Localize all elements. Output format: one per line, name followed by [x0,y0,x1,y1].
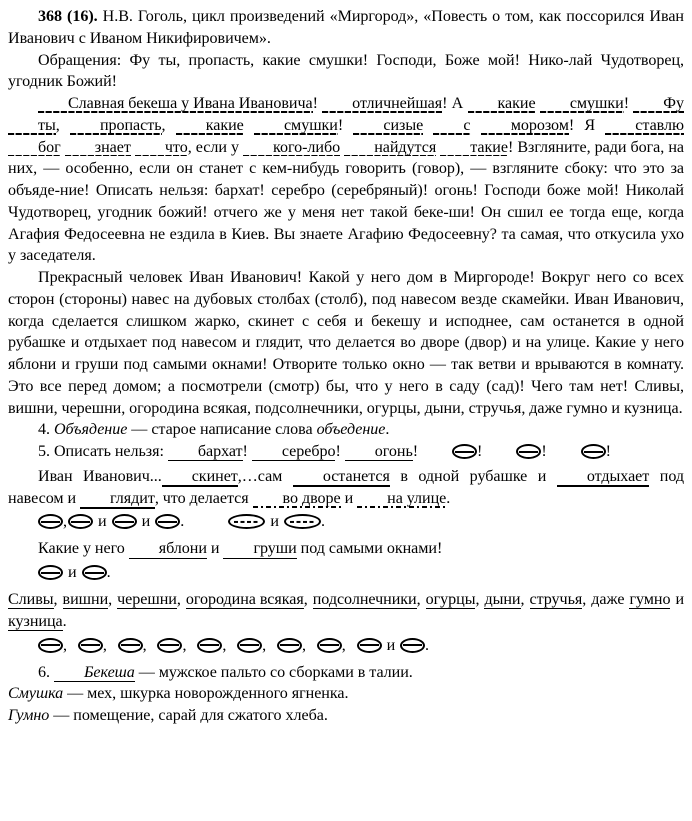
underlined-phrase: смушки [254,118,338,135]
plain-text: ! [312,95,323,112]
scheme-oval-solid-icon [422,444,477,466]
plain-text: ! [242,443,252,460]
underlined-word: Сливы [8,591,54,608]
item-4-end: . [385,421,390,439]
underlined-phrase: бог [8,140,61,157]
underlined-word: вишни [62,591,109,608]
underlined-word: подсолнечники [312,591,417,608]
glossary-term: Бекеша [54,665,135,682]
predicate-word: отдыхает [557,469,649,487]
item-4-text: — старое написание слова [127,421,317,439]
underlined-word: огурцы [425,591,476,608]
underlined-word: черешни [117,591,177,608]
scheme-period: . [180,513,185,531]
plain-text: ! [335,443,345,460]
plain-text [244,117,254,134]
item-4-term-2: объедение [316,421,386,439]
analysis-2-sentence [8,538,684,560]
plain-text: ! [412,443,423,460]
scheme-comma: , [262,636,266,654]
scheme-comma: , [142,636,147,654]
plain-text: ! Взгляните, ради бога, на них, — особенно, если он станет с кем-нибудь говорить (говор), — взгляните сбоку: что это за объяде-ние! Описать нельзя: бархат! серебро (серебряный)! огонь! Господи боже мой! Николай Чудотворец, угодник божий! отчего же у меня нет такой беке-ши! Он сшил ее тогда еще, когда Агафия Федосеевна не ездила в Киев. Вы знаете Агафию Федосеевну? та самая, что откусила ухо у заседателя. [8,138,684,265]
adverbial-phrase: во дворе [253,491,341,508]
scheme-conjunction: и [270,513,279,531]
underlined-phrase: ты [8,118,56,135]
plain-text: в одной рубашке и [389,467,557,485]
underlined-word: огонь [345,444,413,461]
analysis-2-scheme [8,560,684,589]
plain-text: . [446,489,451,507]
analysis-1-scheme [8,509,684,538]
addresses-label: Обращения: [38,51,122,69]
item-6-number: 6. [38,663,50,681]
glossary-term: Гумно [8,707,50,724]
underlined-word: бархат [168,444,243,461]
scheme-oval-dashed-icon [284,512,321,538]
scheme-oval-solid-icon [317,636,342,662]
scheme-oval-solid-icon [38,636,63,662]
underlined-phrase: пропасть [70,118,162,135]
underlined-word: дыни [484,591,521,608]
plain-text: и [206,540,224,558]
analysis-3-sentence: Сливы, вишни, черешни, огородина всякая, подсолнечники, огурцы, дыни, стручья, даже гумно и кузница. [8,591,685,630]
underlined-phrase: что [135,140,188,157]
plain-text: ! [623,95,634,112]
underlined-phrase: с [433,118,470,135]
underlined-phrase: такие [440,140,508,157]
plain-text: даже [591,591,630,608]
scheme-oval-solid-icon [82,563,107,589]
plain-text [423,117,433,134]
underlined-word: огородина всякая [185,591,304,608]
quote-paragraph-2: Прекрасный человек Иван Иванович! Какой у него дом в Миргороде! Вокруг него со всех сторон (стороны) навес на дубовых столбах (столб), под навесом везде скамейки. Иван Иванович, когда сделается слишком жарко, скинет с себя и бекешу и исподнее, сам останется в одной рубашке и отдыхает под навесом и глядит, что делается во дворе (двор) и на улице. Какие у него яблони и груши под самыми окнами! Отворите только окно — так ветви и врываются в комнату. Это все перед домом; а посмотрели (смотр) бы, что у него в саду (сад)! Чего там нет! Сливы, вишни, черешни, огородина всякая, подсолнечники, огурцы, дыни, стручья, даже гумно и кузница. [8,269,684,417]
exercise-source-line-2: как поссорился Иван Иванович с Иваном Никифировичем». [8,8,684,47]
scheme-comma: , [182,636,187,654]
item-6-line-1 [8,662,684,684]
scheme-comma: , [341,636,346,654]
scheme-oval-solid-icon [38,512,63,538]
underlined-phrase: сизые [353,118,423,135]
underlined-phrase: Фу [633,96,684,113]
plain-text: ,…сам [237,467,293,485]
scheme-comma: , [102,636,107,654]
scheme-comma: , [301,636,306,654]
glossary-definition: — помещение, сарай для сжатого хлеба. [49,707,328,724]
scheme-oval-solid-icon [112,512,137,538]
scheme-conjunction: и [386,636,396,654]
scheme-oval-solid-icon [197,636,222,662]
plain-text: Иван Иванович... [38,467,162,485]
scheme-oval-solid-icon [38,563,63,589]
glossary-definition: — мужское пальто со сборками в талии. [134,663,413,681]
item-4-number: 4. [38,421,50,439]
plain-text: . [62,612,67,630]
glossary-definition: — мех, шкурка новорожденного ягненка. [63,685,349,703]
plain-text: , если у [187,138,244,156]
item-4 [8,419,684,441]
analysis-3-scheme [8,633,684,662]
plain-text: Какие у него [38,540,129,558]
adverbial-phrase: на улице [357,491,446,508]
underlined-word: груши [223,541,296,558]
plain-text [471,117,481,134]
predicate-word: останется [293,469,390,487]
quote-paragraph-1 [8,93,684,267]
underlined-phrase: Славная бекеша у Ивана Ивановича [38,96,313,113]
underlined-word: серебро [252,444,336,461]
scheme-oval-solid-icon [551,444,606,466]
item-6-line-3 [8,705,684,727]
plain-text: , [161,116,176,134]
item-5-lead: Описать нельзя: [49,443,168,460]
exercise-heading [8,6,684,50]
underlined-phrase: смушки [540,96,624,113]
scheme-comma: , [63,513,68,531]
underlined-phrase: знает [65,140,131,157]
plain-text: ! А [442,95,468,112]
scheme-separator: ! [541,443,547,460]
underlined-phrase: отличнейшая [322,96,442,113]
underlined-phrase: какие [176,118,244,135]
scheme-oval-dashed-icon [228,512,265,538]
exercise-source-line-1: Н.В. Гоголь, цикл произведений «Миргород», «Повесть о том, [102,8,534,25]
scheme-period: . [320,513,325,531]
scheme-conjunction: и [141,513,151,531]
underlined-phrase: найдутся [344,140,436,157]
scheme-oval-solid-icon [486,444,541,466]
plain-text: ! Я [568,116,606,134]
scheme-oval-solid-icon [118,636,143,662]
underlined-word: гумно [629,591,671,608]
plain-text: , что делается [154,489,253,507]
item-6-line-2 [8,683,684,705]
addresses-text-1: Фу ты, пропасть, какие смушки! Господи, Боже мой! Нико- [121,51,569,69]
underlined-word: кузница [8,612,63,630]
scheme-comma: , [63,636,67,654]
predicate-word: глядит [80,491,155,509]
scheme-oval-solid-icon [237,636,262,662]
plain-text: , [55,116,70,134]
scheme-oval-solid-icon [68,512,93,538]
plain-text: под навесом и [8,467,684,507]
underlined-phrase: кого-либо [243,140,340,157]
scheme-period: . [106,564,111,581]
scheme-separator: ! [605,443,611,460]
underlined-phrase: морозом [481,118,569,135]
scheme-comma: , [222,636,227,654]
item-5-number: 5. [38,443,50,460]
underlined-phrase: какие [468,96,536,113]
underlined-word: стручья [529,591,583,608]
predicate-word: скинет [162,469,238,487]
scheme-oval-solid-icon [78,636,103,662]
plain-text: и [670,591,685,608]
analysis-1-sentence [8,466,684,510]
underlined-word: яблони [129,541,207,558]
scheme-oval-solid-icon [277,636,302,662]
scheme-conjunction: и [98,513,107,531]
exercise-number: 368 (16). [38,8,98,25]
plain-text: под самыми окнами! [296,540,443,558]
glossary-term: Смушка [8,685,64,703]
item-4-term: Объядение [53,421,128,439]
scheme-period: . [425,636,429,654]
scheme-separator: ! [477,443,483,460]
addresses-paragraph [8,50,684,94]
plain-text: ! [337,116,354,134]
scheme-oval-solid-icon [155,512,180,538]
item-5 [8,441,684,466]
plain-text: и [340,489,358,507]
scheme-oval-solid-icon [157,636,182,662]
scheme-oval-solid-icon [357,636,382,662]
underlined-phrase: ставлю [605,118,684,135]
scheme-conjunction: и [68,564,77,581]
scheme-oval-solid-icon [400,636,425,662]
addresses-text-2: лай Чудотворец, угодник Божий! [8,51,684,91]
